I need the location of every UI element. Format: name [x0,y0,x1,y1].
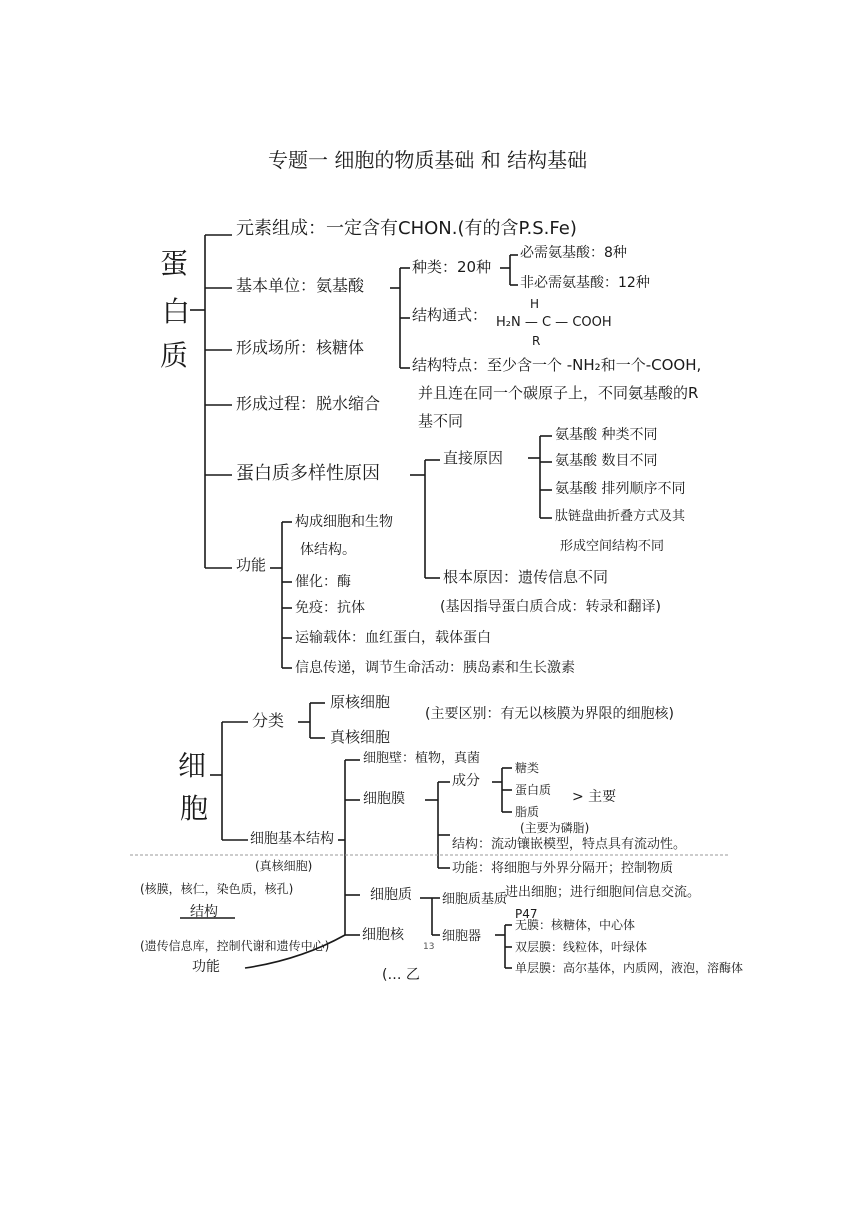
organelle-double-membrane: 双层膜：线粒体，叶绿体 [515,940,648,954]
struct-feature-2: 并且连在同一个碳原子上，不同氨基酸的R [418,384,699,402]
formula-h: H [530,297,540,311]
cell-wall: 细胞壁：植物，真菌 [363,751,481,766]
protein-heading-3: 质 [160,339,189,372]
nonessential-aa: 非必需氨基酸：12种 [520,275,650,291]
cell-heading-1: 细 [178,749,207,782]
func-1: 构成细胞和生物 [295,514,393,530]
func-4: 运输载体：血红蛋白，载体蛋白 [295,630,491,646]
func-2: 催化：酶 [295,574,351,590]
protein-site: 形成场所：核糖体 [236,338,365,357]
organelle-single-membrane: 单层膜：高尔基体，内质网，液泡，溶酶体 [515,961,744,975]
func-5: 信息传递，调节生命活动：胰岛素和生长激素 [295,660,575,676]
cytoplasm-matrix: 细胞质基质 [442,892,508,907]
page-title: 专题一 细胞的物质基础 和 结构基础 [268,148,588,172]
cell-classify: 分类 [252,711,285,730]
comp-main: > 主要 [572,789,617,805]
root-cause-2: (基因指导蛋白质合成：转录和翻译) [440,599,661,615]
struct-feature-3: 基不同 [418,412,464,430]
cause-2: 氨基酸 数目不同 [555,453,658,469]
eukaryote-note: (真核细胞) [255,859,313,873]
cause-4b: 形成空间结构不同 [560,539,665,554]
membrane-structure: 结构：流动镶嵌模型，特点具有流动性。 [452,837,687,852]
structure-note: (主要为磷脂) [520,821,590,835]
direct-cause: 直接原因 [443,449,504,467]
basic-structure: 细胞基本结构 [250,831,334,847]
nucleus-structure: 结构 [190,904,218,920]
protein-process: 形成过程：脱水缩合 [236,394,381,413]
root-cause: 根本原因：遗传信息不同 [443,568,609,586]
nucleus-structure-items: (核膜，核仁，染色质，核孔) [140,882,294,896]
main-difference: (主要区别：有无以核膜为界限的细胞核) [425,706,674,722]
cause-1: 氨基酸 种类不同 [555,427,658,443]
func-1b: 体结构。 [300,542,356,558]
protein-heading-2: 白 [162,295,191,328]
cause-4: 肽链盘曲折叠方式及其 [555,509,686,524]
prokaryote: 原核细胞 [330,693,391,711]
cell-heading-2: 胞 [180,792,209,825]
unit-kinds: 种类：20种 [412,258,492,276]
cell-membrane: 细胞膜 [363,791,405,807]
membrane-composition: 成分 [452,773,480,789]
func-3: 免疫：抗体 [295,600,365,616]
essential-aa: 必需氨基酸：8种 [520,245,627,261]
matrix-note: P47 [515,907,538,921]
cause-3: 氨基酸 排列顺序不同 [555,481,686,497]
protein-heading-1: 蛋 [160,247,189,280]
eukaryote: 真核细胞 [330,728,391,746]
organelle: 细胞器 [442,929,482,944]
general-formula-label: 结构通式： [412,306,488,324]
protein-function: 功能 [236,556,267,574]
membrane-function-2: 进出细胞；进行细胞间信息交流。 [505,885,701,900]
comp-sugar: 糖类 [515,761,540,775]
organelle-no-membrane: 无膜：核糖体，中心体 [515,918,636,932]
nucleus: 细胞核 [362,927,404,943]
nucleus-function-items: (遗传信息库，控制代谢和遗传中心) [140,939,330,953]
formula-r: R [532,334,541,348]
comp-lipid: 脂质 [515,805,540,819]
protein-elements: 元素组成：一定含有CHON.(有的含P.S.Fe) [236,218,577,239]
page-number: 13 [423,942,435,952]
protein-diversity: 蛋白质多样性原因 [236,463,380,484]
cytoplasm: 细胞质 [370,887,412,903]
membrane-function: 功能：将细胞与外界分隔开；控制物质 [452,861,674,876]
struct-feature: 结构特点：至少含一个 -NH₂和一个-COOH, [412,356,702,374]
comp-protein: 蛋白质 [515,783,552,797]
nucleus-function: 功能 [192,959,220,975]
formula-chain: H₂N — C — COOH [496,315,612,330]
protein-unit: 基本单位：氨基酸 [236,276,365,295]
bottom-fragment: (… 乙 [382,967,420,983]
